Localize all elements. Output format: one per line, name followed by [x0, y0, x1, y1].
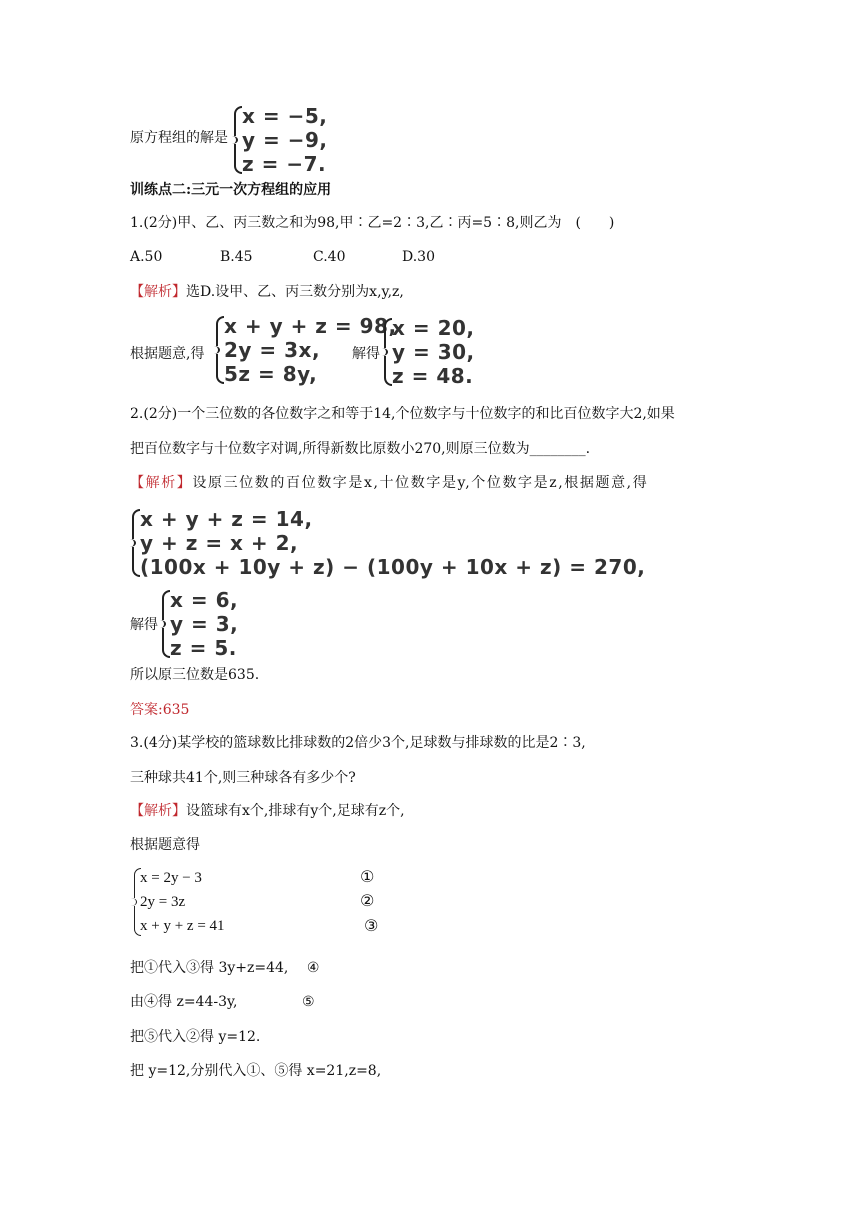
equation-line: x = 20,	[392, 316, 475, 340]
question-2-line-1: 2.(2分)一个三位数的各位数字之和等于14,个位数字与十位数字的和比百位数字大2,如果	[130, 406, 675, 422]
circled-number: ①	[360, 867, 375, 886]
equation-line: (100x + 10y + z) − (100y + 10x + z) = 270,	[140, 555, 646, 579]
question-3-line-2: 三种球共41个,则三种球各有多少个?	[130, 770, 356, 786]
solve-label: 解得	[352, 346, 380, 362]
brace-icon	[158, 588, 168, 660]
analysis-tag: 【解析】	[130, 284, 186, 300]
equation-line: y = −9,	[242, 128, 328, 152]
step-1	[130, 958, 319, 978]
according-label: 根据题意得	[130, 837, 200, 853]
option-c: C.40	[313, 249, 346, 265]
circled-number: ⑤	[301, 994, 315, 1010]
solve-label: 解得	[130, 617, 158, 633]
analysis-text: 选D.设甲、乙、丙三数分别为x,y,z,	[186, 284, 404, 300]
solution-system-q1	[380, 316, 475, 388]
equation-line: y = 30,	[392, 340, 475, 364]
step-text: 由④得 z=44-3y,	[130, 994, 238, 1010]
brace-icon	[230, 104, 240, 176]
option-d: D.30	[402, 249, 435, 265]
equation-line: z = 5.	[170, 636, 237, 660]
equation-line: y + z = x + 2,	[140, 531, 299, 555]
equation-system-q3	[130, 866, 225, 938]
equation-line: z = −7.	[242, 152, 327, 176]
equation-line: x + y + z = 14,	[140, 507, 313, 531]
solution-system	[230, 104, 328, 176]
analysis-line	[130, 473, 648, 493]
solution-label: 原方程组的解是	[130, 130, 228, 146]
brace-icon	[212, 314, 222, 386]
analysis-text: 设原三位数的百位数字是x,十位数字是y,个位数字是z,根据题意,得	[192, 475, 649, 491]
equation-line: x = 2y − 3	[140, 870, 202, 886]
equation-line: x + y + z = 41	[140, 918, 225, 934]
question-1-stem: 1.(2分)甲、乙、丙三数之和为98,甲∶乙=2∶3,乙∶丙=5∶8,则乙为 ( )	[130, 215, 615, 231]
step-4: 把 y=12,分别代入①、⑤得 x=21,z=8,	[130, 1063, 382, 1079]
question-2-line-2: 把百位数字与十位数字对调,所得新数比原数小270,则原三位数为________.	[130, 441, 591, 457]
according-label: 根据题意,得	[130, 346, 205, 362]
solution-system-q2	[158, 588, 238, 660]
analysis-tag: 【解析】	[130, 803, 186, 819]
brace-icon	[380, 316, 390, 388]
equation-line: x = 6,	[170, 588, 239, 612]
equation-line: x = −5,	[242, 104, 328, 128]
option-a: A.50	[130, 249, 163, 265]
equation-line: 5z = 8y,	[224, 362, 318, 386]
equation-line: y = 3,	[170, 612, 239, 636]
equation-system-q2	[128, 507, 645, 579]
conclusion-text: 所以原三位数是635.	[130, 667, 260, 683]
step-2	[130, 992, 315, 1012]
analysis-line	[130, 282, 404, 302]
brace-icon	[130, 866, 138, 938]
equation-line: 2y = 3z	[140, 894, 186, 910]
equation-line: x + y + z = 98,	[224, 314, 397, 338]
analysis-tag: 【解析】	[130, 475, 193, 491]
step-text: 把①代入③得 3y+z=44,	[130, 960, 289, 976]
step-3: 把⑤代入②得 y=12.	[130, 1029, 261, 1045]
analysis-text: 设篮球有x个,排球有y个,足球有z个,	[186, 803, 405, 819]
brace-icon	[128, 507, 138, 579]
analysis-line	[130, 801, 405, 821]
equation-line: 2y = 3x,	[224, 338, 321, 362]
circled-number: ④	[306, 960, 320, 976]
section-title: 训练点二:三元一次方程组的应用	[130, 182, 332, 198]
equation-line: z = 48.	[392, 364, 474, 388]
option-b: B.45	[220, 249, 253, 265]
question-3-line-1: 3.(4分)某学校的篮球数比排球数的2倍少3个,足球数与排球数的比是2∶3,	[130, 735, 586, 751]
circled-number: ③	[364, 916, 379, 935]
circled-number: ②	[360, 891, 375, 910]
answer-text: 答案:635	[130, 702, 190, 718]
